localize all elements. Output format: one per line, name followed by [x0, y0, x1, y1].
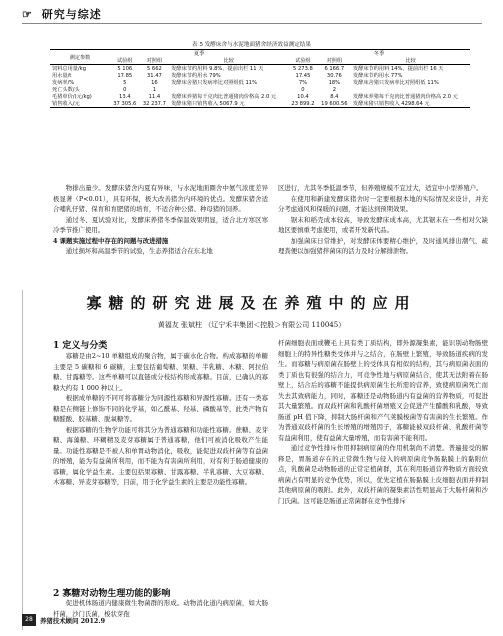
upper-right-column — [278, 183, 488, 257]
journal-name: 养猪技术顾问 2012.9 — [40, 617, 106, 625]
table-subheader: 试验组 — [288, 57, 318, 65]
table-cell: 8.4 — [330, 93, 339, 100]
table-row — [50, 86, 470, 93]
table-subheader: 比较 — [351, 57, 470, 65]
paragraph: 根据成单糖的不同可将寡糖分为同源性寡糖和异源性寡糖。还有一类寡糖是在侧链上修饰不同的化学基，如乙酰基、羟基、磷酸基等，此类产物有糖醛酸、胶基糖、脱氧糖等。 — [53, 394, 268, 423]
table-subheader: 对照组 — [140, 57, 170, 65]
table-header-item: 测定参数 — [50, 50, 110, 65]
table-cell: 19 600.56 — [318, 100, 351, 108]
table-cell: 30.76 — [326, 72, 342, 79]
paragraph: 根据寡糖的生物学功能可将其分为普通寡糖和功能性寡糖。蔗糖、麦芽糖、海藻糖、环糊精及麦芽寡糖属于普通寡糖，他们可被消化吸收产生能量。功能性寡糖是不被人和单胃动物消化，吸收，能促进双歧杆菌等有益菌的增殖，能为有益菌所利用，而不能为有害菌所利用，对有利于肠道健康的寡糖，属化学益生素。主要包括果寡糖、甘露寡糖、半乳寡糖、大豆寡糖、木寡糖、异麦芽寡糖等，目前，用于化学益生素的主要是功能性寡糖。 — [53, 425, 268, 486]
table-cell: 5 — [123, 79, 127, 86]
paragraph: 加强菌床日常维护，对发酵床体要精心维护，及时通风排出潮气，疏理粪便以加强猪拌菌床的活力及时分解排泄物。 — [278, 236, 488, 255]
table-row — [50, 79, 470, 86]
paragraph: 通过竞争性排斥作用抑制病原菌的作用机制尚不清楚。普遍接受的解释是，胃肠道存在的正常微生物与侵入的病原菌竞争肠黏膜上的黏附位点，乳酸菌是动物肠道的正常定植菌群，其在利用肠道营养物质方面较致病菌占有明显的竞争优势，所以，优先定植在肠黏膜上皮细胞表面并抑制其他病原菌的吸附。此外，双歧杆菌的凝集素活性明显高于大肠杆菌和沙门氏菌。这可能是肠道正常菌群在竞争性排斥 — [278, 444, 488, 505]
paragraph: 寡糖是由2~10 单糖组成的聚合物，属于碳水化合物。构成寡糖的单糖主要是 5 碳糖和 6 碳糖，主要包括葡萄糖、果糖、半乳糖、木糖、阿拉伯糖、甘露糖等。这些单糖可以直链或分枝结构形成寡糖。目前，已确认的寡糖大约有 1 000 种以上。 — [53, 352, 268, 392]
results-table — [50, 49, 470, 108]
paragraph: 物排出量少。发酵床猪舍内夏有异味，与水泥地面圈舍中氨气浓度差异极显著（P<0.01），具有环保，极大改善猪舍内环境的优点。发酵床猪舍适合哺乳仔猪、保育和育肥猪的培育，不适合种公猪、种母猪的饲养。 — [53, 184, 268, 213]
table-cell: 37 305.6 — [110, 100, 140, 108]
pointing-hand-icon: ☞ — [22, 8, 33, 21]
table-subheader: 比较 — [169, 57, 288, 65]
paragraph: 通过损坏和高温季节的试验，生态养猪适合在东北地 — [65, 247, 213, 255]
table-cell: 销售收入/元 — [50, 100, 110, 108]
table-cell: 7% — [298, 79, 308, 86]
table-cell — [351, 86, 470, 93]
paragraph: 区进行，尤其冬季低温季节，但养殖规模不宜过大，适宜中小型养殖户。 — [278, 184, 483, 192]
table-cell: 0 — [301, 86, 305, 93]
table-row — [50, 93, 470, 100]
article-authors: 黄福友 张斌柱 （辽宁禾丰集团＜控股＞有限公司 110045） — [157, 321, 346, 329]
table-cell: 0 — [123, 86, 127, 93]
table-subheader: 试验组 — [110, 57, 140, 65]
table-cell: 发病率/% — [52, 80, 75, 86]
section-header-title: 研究与综述 — [41, 8, 102, 21]
table-cell: 发酵床节约用水 77% — [352, 73, 403, 79]
table-cell: 发酵床猪只销售收入 5067.9 元 — [169, 100, 288, 108]
table-cell: 饲料总用量/kg — [52, 66, 86, 72]
paragraph: 通过冬、夏试验对比，发酵床养猪冬季保温效果明显，适合北方寒区寒冷季节推广使用。 — [53, 215, 268, 234]
table-cell: 发酵床节约用料 14%，提前出栏 16 天 — [352, 66, 444, 72]
paragraph: 杆菌细胞表面或鞭毛上具有类丁质结构，即外源凝集素，能识别动物肠壁细胞上的特异性糖类受体并与之结合，在肠壁上繁殖，导致肠道疾病的发生。而寡糖与病原菌在肠壁上的受体具有相似的结构，其与病原菌表面的类丁质也有很强的结合力，可竞争性地与病原菌结合，使其无法附着在肠壁上，结合后的寡糖不能提供病原菌生长所需的营养，致使病原菌死亡而失去其致病能力，同时，寡糖还是动物肠道内有益菌的营养物质，可促进其大量繁殖。而双歧杆菌和乳酸杆菌增殖又会促进产生醋酸和乳酸，导致肠道 pH 值下降，抑制大肠杆菌和产气荚膜梭菌等有害菌的生长繁殖。作为普通双歧杆菌的生长增殖的增殖因子，寡糖能被双歧杆菌、乳酸杆菌等有益菌利用，使有益菌大量增殖，而有害菌不能利用。 — [278, 339, 488, 442]
table-cell: 23 899.2 — [288, 100, 318, 108]
table-cell: 18% — [328, 79, 341, 86]
table-cell: 31.47 — [146, 72, 162, 79]
section-heading: 4 课题实施过程中存在的问题与改进措施 — [53, 236, 169, 245]
table-cell: 5 106 — [117, 65, 133, 72]
table-cell: 17.45 — [295, 72, 311, 79]
upper-left-column — [53, 183, 268, 257]
article-left-column — [53, 351, 268, 488]
table-cell: 1 — [152, 86, 157, 93]
table-header-winter: 冬季 — [288, 50, 470, 58]
table-subheader: 对照组 — [318, 57, 351, 65]
margin-rule — [22, 290, 23, 630]
table-cell — [169, 86, 288, 93]
table-cell: 发酵床猪只销售收入 4298.64 元 — [351, 100, 470, 108]
table-cell: 发酵床舍猪只发病率比对照组低 11% — [352, 80, 439, 86]
table-cell: 6 166.7 — [324, 65, 345, 72]
paragraph: 促进机体肠道内健康微生物菌群的形成。动物消化道内病原菌，如大肠杆菌，沙门氏菌，梭状芽孢 — [53, 599, 268, 618]
table-cell: 死亡头数/头 — [52, 87, 80, 93]
table-cell: 13.4 — [119, 93, 131, 100]
section-header — [22, 6, 102, 22]
paragraph: 锯末和稻壳成本较高，导致发酵床成本高，尤其锯末在一些相对欠缺地区要慎重考虑使用，或者开发新代品。 — [278, 215, 488, 234]
table-row — [50, 100, 470, 108]
table-cell: 5 273.8 — [293, 65, 313, 72]
table-row — [50, 65, 470, 73]
table-cell: 17.85 — [117, 72, 133, 79]
table-cell: 发酵床节约用料 9.8%，提前出栏 11 天 — [171, 66, 264, 72]
table-cell: 32 237.7 — [140, 100, 170, 108]
table-cell: 毛猪单价/(元/kg) — [52, 94, 92, 100]
table-cell: 2 — [332, 86, 336, 93]
header-rule — [22, 23, 482, 24]
table-cell: 发酵床节约用水 79% — [171, 73, 221, 79]
section-heading: 1 定义与分类 — [53, 341, 108, 351]
article-title: 寡糖的研究进展及在养殖中的应用 — [86, 294, 417, 312]
table-cell: 16 — [151, 79, 158, 86]
table-cell: 用水量/t — [52, 73, 72, 79]
table-caption: 表 5 发酵床舍与水泥地面猪舍经济效益测定结果 — [192, 42, 311, 48]
table-cell: 10.4 — [297, 93, 309, 100]
table-cell: 11.4 — [148, 93, 161, 100]
page-number: 28 — [22, 614, 36, 626]
table-cell: 发酵床舍猪只发病率比对照组低 11% — [171, 80, 257, 86]
table-cell: 发酵床养猪每千克肉比普通猪肉价格高 2.0 元 — [352, 94, 458, 100]
article-right-column — [278, 338, 488, 506]
table-cell: 发酵床养猪每千克肉比普通猪肉价格高 2.0 元 — [171, 94, 277, 100]
paragraph: 在使用和新建发酵床猪舍时一定要根据本地的实际情况来设计，并充分考虑通风和保暖的问题，才能达到预期效果。 — [278, 194, 488, 213]
section-heading: 2 寡糖对动物生理功能的影响 — [53, 589, 171, 599]
table-cell: 5 662 — [146, 65, 162, 72]
table-row — [50, 72, 470, 79]
table-header-summer: 夏季 — [110, 50, 288, 58]
